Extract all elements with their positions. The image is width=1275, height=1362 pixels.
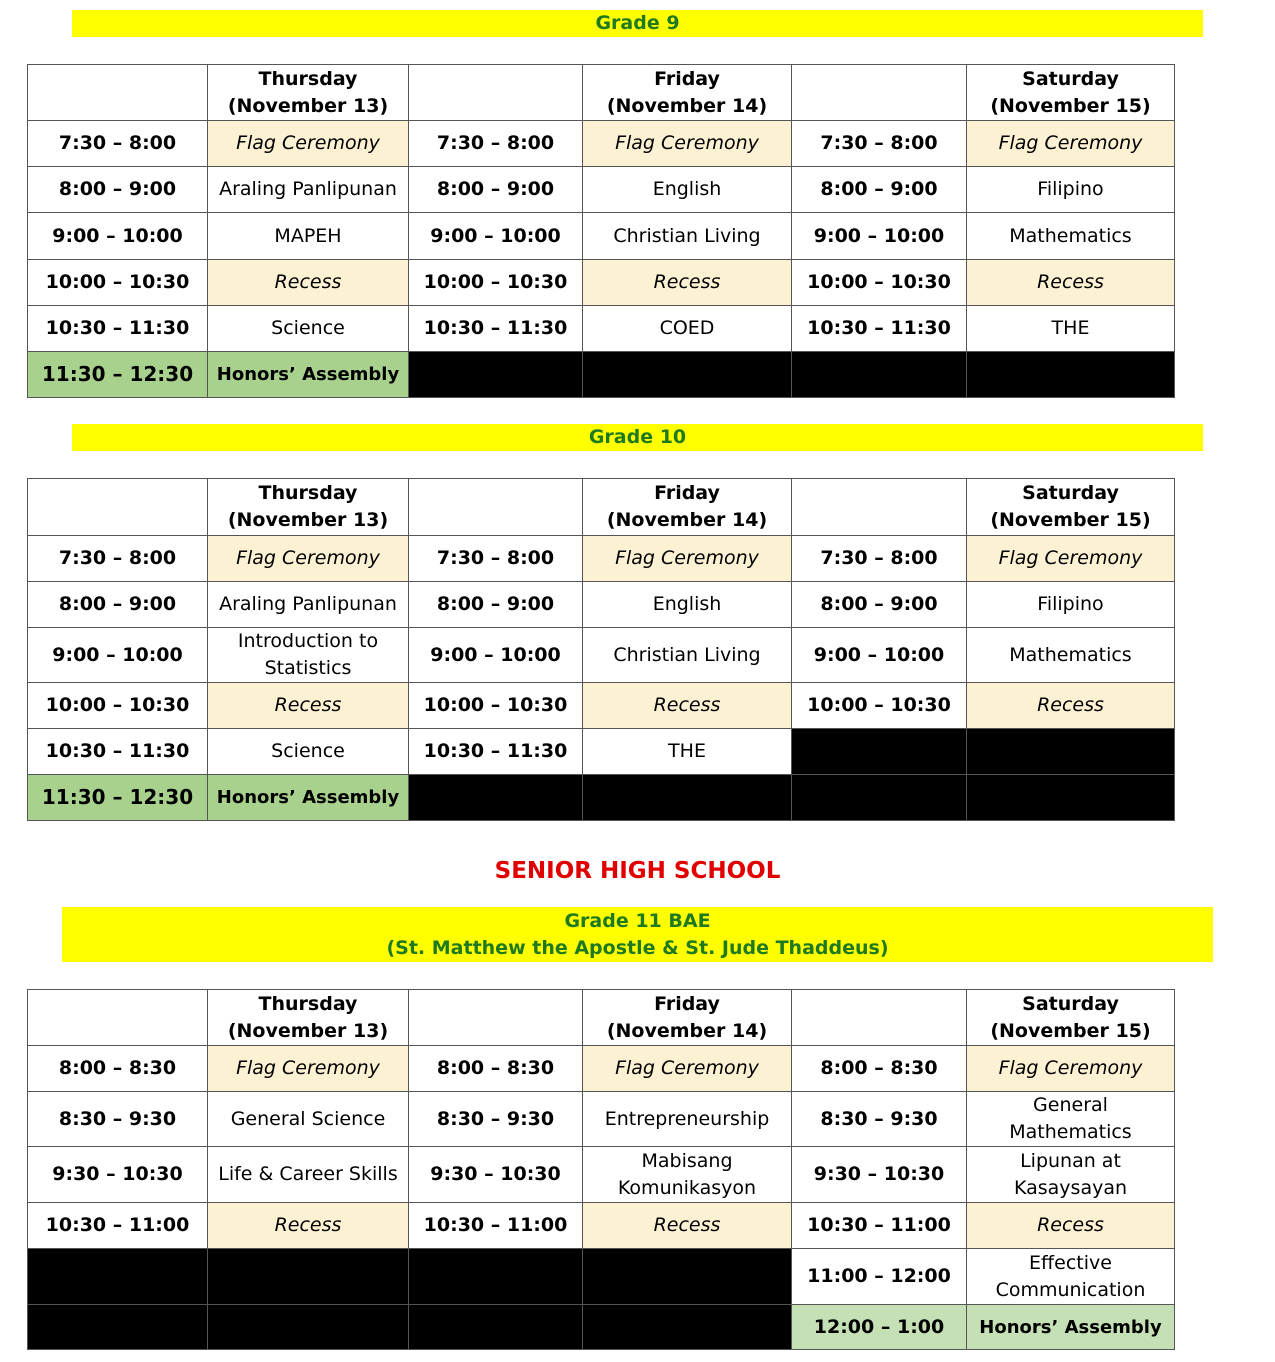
time-cell: 7:30 – 8:00	[792, 536, 967, 582]
subject-cell: Filipino	[967, 582, 1175, 628]
grade10-banner	[72, 424, 1203, 451]
subject-cell: Filipino	[967, 167, 1175, 213]
time-cell: 8:00 – 9:00	[792, 167, 967, 213]
table-row	[28, 683, 1175, 729]
table-row	[28, 213, 1175, 260]
time-cell: 11:30 – 12:30	[28, 775, 208, 821]
table-row	[28, 1249, 1175, 1305]
subject-cell: Flag Ceremony	[967, 121, 1175, 167]
header-empty	[792, 479, 967, 536]
subject-cell: Life & Career Skills	[208, 1147, 409, 1203]
subject-cell: Mabisang Komunikasyon	[583, 1147, 792, 1203]
blacked-out-cell	[583, 775, 792, 821]
blacked-out-cell	[409, 1305, 583, 1350]
time-cell: 8:00 – 9:00	[28, 167, 208, 213]
blacked-out-cell	[583, 1305, 792, 1350]
time-cell: 10:00 – 10:30	[28, 683, 208, 729]
grade9-banner	[72, 10, 1203, 37]
table-row	[28, 1092, 1175, 1147]
blacked-out-cell	[792, 775, 967, 821]
time-cell: 10:00 – 10:30	[792, 683, 967, 729]
time-cell: 10:00 – 10:30	[28, 260, 208, 306]
time-cell: 10:30 – 11:00	[28, 1203, 208, 1249]
time-cell: 10:30 – 11:30	[409, 729, 583, 775]
header-empty	[28, 990, 208, 1046]
header-friday: Friday (November 14)	[583, 990, 792, 1046]
time-cell: 8:30 – 9:30	[409, 1092, 583, 1147]
header-friday: Friday (November 14)	[583, 65, 792, 121]
subject-cell: Recess	[583, 683, 792, 729]
subject-cell: Introduction to Statistics	[208, 628, 409, 683]
time-cell: 9:30 – 10:30	[409, 1147, 583, 1203]
grade10-schedule-table	[27, 478, 1175, 821]
header-empty	[409, 479, 583, 536]
time-cell: 9:00 – 10:00	[792, 628, 967, 683]
time-cell: 8:00 – 9:00	[792, 582, 967, 628]
header-empty	[792, 990, 967, 1046]
table-row	[28, 1147, 1175, 1203]
header-saturday: Saturday (November 15)	[967, 65, 1175, 121]
time-cell: 8:00 – 9:00	[28, 582, 208, 628]
table-row	[28, 352, 1175, 398]
blacked-out-cell	[967, 775, 1175, 821]
time-cell: 10:30 – 11:30	[28, 729, 208, 775]
time-cell: 10:30 – 11:30	[409, 306, 583, 352]
blacked-out-cell	[409, 775, 583, 821]
subject-cell: Flag Ceremony	[208, 1046, 409, 1092]
time-cell: 7:30 – 8:00	[792, 121, 967, 167]
subject-cell: Flag Ceremony	[208, 536, 409, 582]
time-cell: 8:00 – 8:30	[409, 1046, 583, 1092]
subject-cell: General Mathematics	[967, 1092, 1175, 1147]
time-cell: 9:00 – 10:00	[409, 628, 583, 683]
subject-cell: Recess	[967, 1203, 1175, 1249]
grade11-schedule-table	[27, 989, 1175, 1350]
table-row	[28, 775, 1175, 821]
grade11-sections: (St. Matthew the Apostle & St. Jude Thaddeus)	[386, 936, 889, 959]
subject-cell: Araling Panlipunan	[208, 167, 409, 213]
time-cell: 10:30 – 11:00	[409, 1203, 583, 1249]
subject-cell: Flag Ceremony	[583, 121, 792, 167]
subject-cell: Flag Ceremony	[967, 536, 1175, 582]
time-cell: 8:00 – 8:30	[792, 1046, 967, 1092]
subject-cell: Mathematics	[967, 213, 1175, 260]
blacked-out-cell	[583, 352, 792, 398]
subject-cell: COED	[583, 306, 792, 352]
subject-cell: Flag Ceremony	[583, 536, 792, 582]
header-thursday: Thursday (November 13)	[208, 990, 409, 1046]
header-empty	[28, 479, 208, 536]
blacked-out-cell	[28, 1249, 208, 1305]
header-empty	[409, 65, 583, 121]
subject-cell: General Science	[208, 1092, 409, 1147]
blacked-out-cell	[409, 352, 583, 398]
subject-cell: Araling Panlipunan	[208, 582, 409, 628]
honors-assembly-cell: Honors’ Assembly	[967, 1305, 1175, 1350]
blacked-out-cell	[409, 1249, 583, 1305]
table-row	[28, 729, 1175, 775]
header-saturday: Saturday (November 15)	[967, 479, 1175, 536]
blacked-out-cell	[208, 1249, 409, 1305]
header-saturday: Saturday (November 15)	[967, 990, 1175, 1046]
time-cell: 8:00 – 9:00	[409, 167, 583, 213]
time-cell: 10:00 – 10:30	[409, 260, 583, 306]
subject-cell: MAPEH	[208, 213, 409, 260]
subject-cell: English	[583, 167, 792, 213]
subject-cell: Christian Living	[583, 628, 792, 683]
subject-cell: Christian Living	[583, 213, 792, 260]
time-cell: 10:30 – 11:30	[792, 306, 967, 352]
grade9-schedule-table	[27, 64, 1175, 398]
header-thursday: Thursday (November 13)	[208, 479, 409, 536]
subject-cell: Recess	[208, 260, 409, 306]
subject-cell: Recess	[967, 683, 1175, 729]
time-cell: 8:30 – 9:30	[28, 1092, 208, 1147]
blacked-out-cell	[792, 352, 967, 398]
time-cell: 11:00 – 12:00	[792, 1249, 967, 1305]
table-header-row	[28, 990, 1175, 1046]
subject-cell: English	[583, 582, 792, 628]
subject-cell: Mathematics	[967, 628, 1175, 683]
subject-cell: Recess	[583, 260, 792, 306]
subject-cell: Recess	[583, 1203, 792, 1249]
subject-cell: THE	[967, 306, 1175, 352]
subject-cell: THE	[583, 729, 792, 775]
blacked-out-cell	[967, 729, 1175, 775]
subject-cell: Flag Ceremony	[967, 1046, 1175, 1092]
time-cell: 9:00 – 10:00	[28, 213, 208, 260]
time-cell: 8:00 – 9:00	[409, 582, 583, 628]
table-row	[28, 1046, 1175, 1092]
table-row	[28, 306, 1175, 352]
table-header-row	[28, 479, 1175, 536]
honors-assembly-cell: Honors’ Assembly	[208, 775, 409, 821]
header-friday: Friday (November 14)	[583, 479, 792, 536]
header-thursday: Thursday (November 13)	[208, 65, 409, 121]
table-row	[28, 582, 1175, 628]
blacked-out-cell	[792, 729, 967, 775]
blacked-out-cell	[208, 1305, 409, 1350]
time-cell: 10:30 – 11:30	[28, 306, 208, 352]
time-cell: 7:30 – 8:00	[409, 121, 583, 167]
time-cell: 9:00 – 10:00	[28, 628, 208, 683]
subject-cell: Flag Ceremony	[583, 1046, 792, 1092]
time-cell: 8:00 – 8:30	[28, 1046, 208, 1092]
header-empty	[28, 65, 208, 121]
subject-cell: Science	[208, 306, 409, 352]
grade9-title: Grade 9	[595, 12, 680, 34]
time-cell: 9:30 – 10:30	[792, 1147, 967, 1203]
subject-cell: Science	[208, 729, 409, 775]
grade11-title: Grade 11 BAE	[564, 909, 711, 932]
grade10-title: Grade 10	[588, 426, 687, 448]
blacked-out-cell	[967, 352, 1175, 398]
subject-cell: Effective Communication	[967, 1249, 1175, 1305]
time-cell: 12:00 – 1:00	[792, 1305, 967, 1350]
time-cell: 9:00 – 10:00	[792, 213, 967, 260]
subject-cell: Recess	[208, 683, 409, 729]
header-empty	[792, 65, 967, 121]
subject-cell: Recess	[208, 1203, 409, 1249]
header-empty	[409, 990, 583, 1046]
time-cell: 7:30 – 8:00	[409, 536, 583, 582]
time-cell: 10:00 – 10:30	[792, 260, 967, 306]
time-cell: 10:00 – 10:30	[409, 683, 583, 729]
time-cell: 9:30 – 10:30	[28, 1147, 208, 1203]
blacked-out-cell	[583, 1249, 792, 1305]
time-cell: 8:30 – 9:30	[792, 1092, 967, 1147]
table-row	[28, 167, 1175, 213]
subject-cell: Entrepreneurship	[583, 1092, 792, 1147]
grade11-banner	[62, 907, 1213, 962]
subject-cell: Flag Ceremony	[208, 121, 409, 167]
senior-high-heading: SENIOR HIGH SCHOOL	[494, 858, 781, 884]
table-row	[28, 1305, 1175, 1350]
table-row	[28, 1203, 1175, 1249]
blacked-out-cell	[28, 1305, 208, 1350]
honors-assembly-cell: Honors’ Assembly	[208, 352, 409, 398]
table-row	[28, 121, 1175, 167]
time-cell: 7:30 – 8:00	[28, 536, 208, 582]
time-cell: 10:30 – 11:00	[792, 1203, 967, 1249]
table-row	[28, 536, 1175, 582]
table-header-row	[28, 65, 1175, 121]
time-cell: 7:30 – 8:00	[28, 121, 208, 167]
table-row	[28, 628, 1175, 683]
subject-cell: Lipunan at Kasaysayan	[967, 1147, 1175, 1203]
time-cell: 11:30 – 12:30	[28, 352, 208, 398]
table-row	[28, 260, 1175, 306]
time-cell: 9:00 – 10:00	[409, 213, 583, 260]
subject-cell: Recess	[967, 260, 1175, 306]
